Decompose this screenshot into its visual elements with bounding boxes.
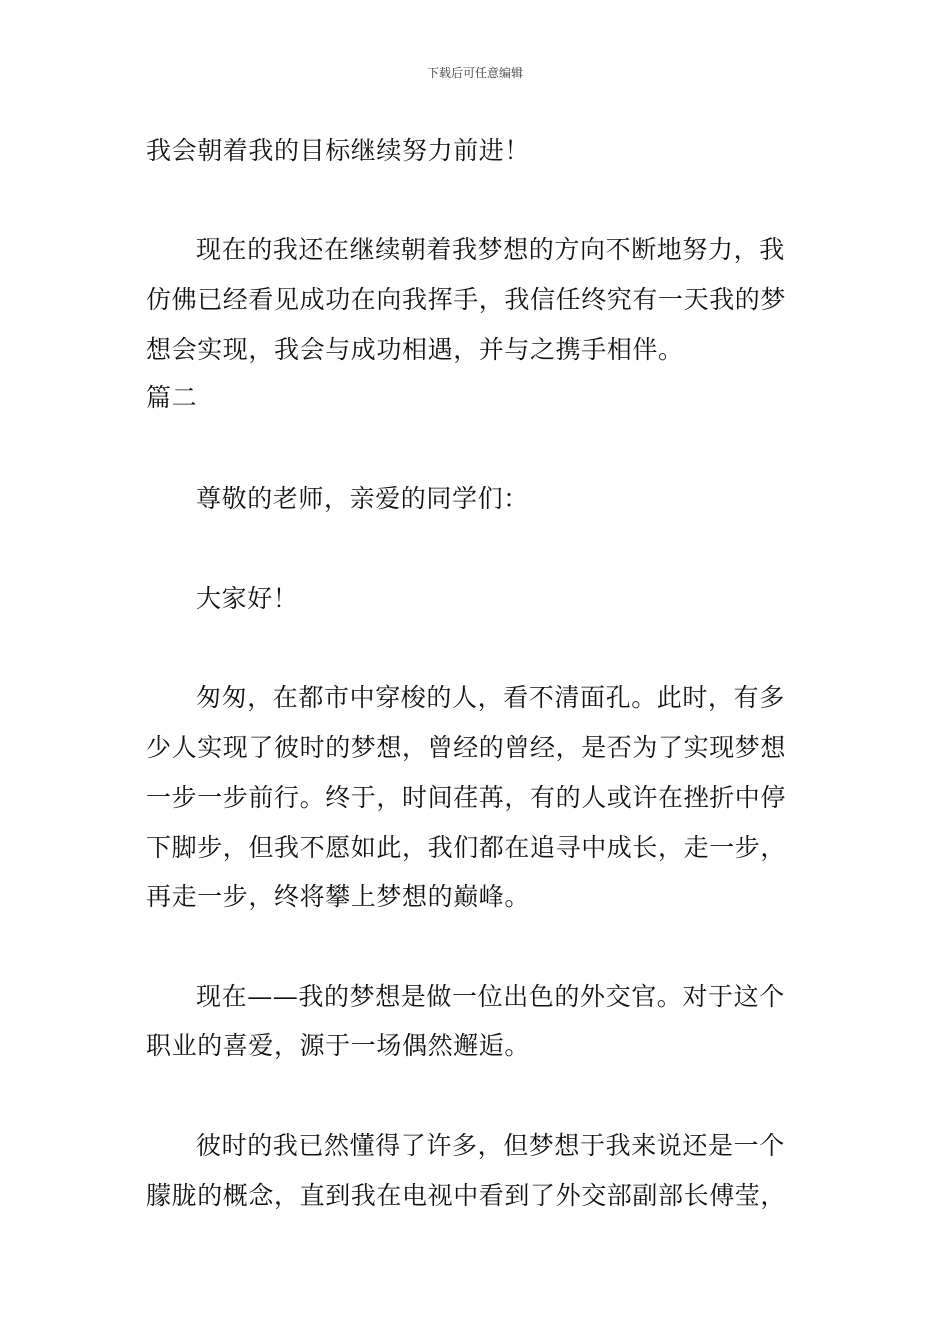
salutation: 尊敬的老师，亲爱的同学们： bbox=[196, 484, 529, 513]
text-line: 少人实现了彼时的梦想，曾经的曾经，是否为了实现梦想 bbox=[146, 733, 787, 762]
text-line: 一步一步前行。终于，时间荏苒，有的人或许在挫折中停 bbox=[146, 783, 787, 812]
paragraph-first-line: 匆匆，在都市中穿梭的人，看不清面孔。此时，有多 bbox=[196, 683, 785, 712]
text-line: 职业的喜爱，源于一场偶然邂逅。 bbox=[146, 1031, 531, 1060]
paragraph-first-line: 彼时的我已然懂得了许多，但梦想于我来说还是一个 bbox=[196, 1131, 785, 1160]
text-line: 下脚步，但我不愿如此，我们都在追寻中成长，走一步， bbox=[146, 833, 787, 862]
text-line: 我会朝着我的目标继续努力前进！ bbox=[146, 136, 531, 165]
text-line: 朦胧的概念，直到我在电视中看到了外交部副部长傅莹， bbox=[146, 1181, 787, 1210]
greeting: 大家好！ bbox=[196, 584, 299, 613]
paragraph-first-line: 现在的我还在继续朝着我梦想的方向不断地努力，我 bbox=[196, 235, 785, 264]
section-heading: 篇二 bbox=[146, 383, 198, 412]
text-line: 仿佛已经看见成功在向我挥手，我信任终究有一天我的梦 bbox=[146, 285, 787, 314]
text-line: 想会实现，我会与成功相遇，并与之携手相伴。 bbox=[146, 335, 684, 364]
page-header: 下载后可任意编辑 bbox=[426, 66, 523, 80]
paragraph-first-line: 现在——我的梦想是做一位出色的外交官。对于这个 bbox=[196, 982, 785, 1011]
text-line: 再走一步，终将攀上梦想的巅峰。 bbox=[146, 882, 531, 911]
